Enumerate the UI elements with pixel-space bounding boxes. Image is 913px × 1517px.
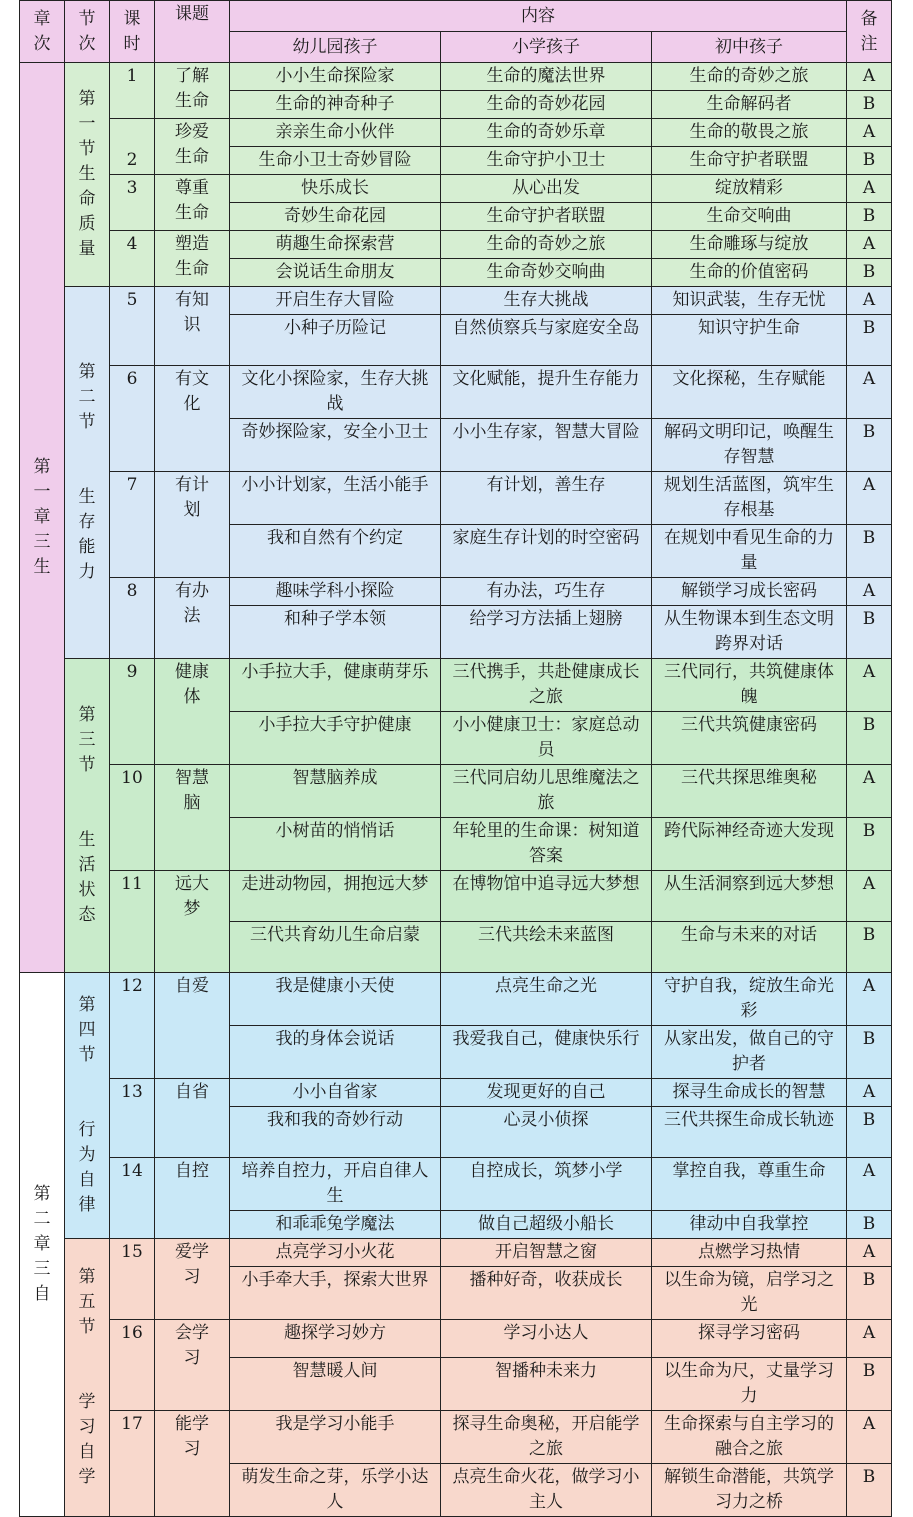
kindergarten-cell: 我是学习小能手 (230, 1411, 441, 1464)
kindergarten-cell: 奇妙生命花园 (230, 203, 441, 231)
note-cell: A (847, 1239, 892, 1267)
header-primary: 小学孩子 (441, 32, 652, 63)
primary-cell: 开启智慧之窗 (441, 1239, 652, 1267)
topic-label: 能学习 (175, 1414, 209, 1459)
junior-cell: 点燃学习热情 (652, 1239, 847, 1267)
vertical-label-part: 学习自学 (78, 1392, 96, 1487)
primary-cell: 点亮生命火花，做学习小主人 (441, 1464, 652, 1517)
lesson-number-cell (110, 578, 155, 659)
primary-cell: 生存大挑战 (441, 287, 652, 315)
topic-label: 智慧脑 (175, 768, 209, 813)
primary-cell: 探寻生命奥秘，开启能学之旅 (441, 1411, 652, 1464)
junior-cell: 生命探索与自主学习的融合之旅 (652, 1411, 847, 1464)
junior-cell: 从家出发，做自己的守护者 (652, 1026, 847, 1079)
junior-cell: 三代共探生命成长轨迹 (652, 1107, 847, 1158)
table-row (20, 119, 892, 147)
note-cell: B (847, 1464, 892, 1517)
vertical-label-part: 生活状态 (78, 830, 96, 925)
junior-cell: 规划生活蓝图，筑牢生存根基 (652, 472, 847, 525)
primary-cell: 从心出发 (441, 175, 652, 203)
junior-cell: 以生命为镜，启学习之光 (652, 1267, 847, 1320)
section-cell (65, 63, 110, 287)
lesson-number: 9 (126, 662, 138, 682)
junior-cell: 知识守护生命 (652, 315, 847, 366)
lesson-number: 7 (126, 475, 138, 495)
topic-cell (155, 63, 230, 119)
primary-cell: 小小健康卫士：家庭总动员 (441, 712, 652, 765)
primary-cell: 心灵小侦探 (441, 1107, 652, 1158)
primary-cell: 给学习方法插上翅膀 (441, 606, 652, 659)
junior-cell: 生命的奇妙之旅 (652, 63, 847, 91)
junior-cell: 解锁学习成长密码 (652, 578, 847, 606)
primary-cell: 生命的魔法世界 (441, 63, 652, 91)
section-cell (65, 973, 110, 1239)
kindergarten-cell: 我是健康小天使 (230, 973, 441, 1026)
table-row (20, 659, 892, 712)
topic-cell (155, 578, 230, 659)
kindergarten-cell: 小小计划家，生活小能手 (230, 472, 441, 525)
junior-cell: 生命的价值密码 (652, 259, 847, 287)
junior-cell: 以生命为尺，丈量学习力 (652, 1358, 847, 1411)
note-cell: B (847, 419, 892, 472)
table-row (20, 1079, 892, 1107)
lesson-number: 5 (126, 290, 138, 310)
kindergarten-cell: 开启生存大冒险 (230, 287, 441, 315)
lesson-number-cell (110, 1411, 155, 1517)
note-cell: A (847, 1320, 892, 1358)
lesson-number-cell (110, 1239, 155, 1320)
primary-cell: 发现更好的自己 (441, 1079, 652, 1107)
vertical-label-part: 行为自律 (78, 1120, 96, 1215)
note-cell: A (847, 175, 892, 203)
note-cell: A (847, 871, 892, 922)
note-cell: B (847, 712, 892, 765)
lesson-number: 13 (121, 1082, 143, 1102)
primary-cell: 播种好奇，收获成长 (441, 1267, 652, 1320)
topic-cell (155, 973, 230, 1079)
primary-cell: 三代携手，共赴健康成长之旅 (441, 659, 652, 712)
header-content: 内容 (230, 1, 847, 32)
note-cell: B (847, 203, 892, 231)
note-cell: B (847, 922, 892, 973)
primary-cell: 学习小达人 (441, 1320, 652, 1358)
curriculum-table (19, 0, 892, 1517)
lesson-number-cell (110, 871, 155, 973)
note-cell: B (847, 1267, 892, 1320)
primary-cell: 自控成长，筑梦小学 (441, 1158, 652, 1211)
primary-cell: 生命的奇妙之旅 (441, 231, 652, 259)
note-cell: A (847, 1079, 892, 1107)
note-cell: B (847, 1211, 892, 1239)
vertical-label-part: 生存能力 (78, 487, 96, 582)
vertical-label-part: 第一节 (78, 89, 96, 159)
note-cell: A (847, 119, 892, 147)
topic-label: 有知识 (175, 290, 209, 335)
note-cell: B (847, 259, 892, 287)
topic-cell (155, 1079, 230, 1158)
lesson-number-cell (110, 1079, 155, 1158)
junior-cell: 三代同行，共筑健康体魄 (652, 659, 847, 712)
topic-label: 远大梦 (175, 874, 209, 919)
kindergarten-cell: 智慧暖人间 (230, 1358, 441, 1411)
vertical-label-part: 生命质量 (78, 164, 96, 259)
lesson-number: 8 (126, 581, 138, 601)
vertical-label-part: 第二章 (33, 1184, 51, 1254)
lesson-number-cell (110, 765, 155, 871)
note-cell: B (847, 818, 892, 871)
lesson-number: 6 (126, 369, 138, 389)
lesson-number-cell (110, 287, 155, 366)
table-body (20, 63, 892, 1517)
junior-cell: 探寻生命成长的智慧 (652, 1079, 847, 1107)
note-cell: B (847, 525, 892, 578)
kindergarten-cell: 小种子历险记 (230, 315, 441, 366)
note-cell: A (847, 366, 892, 419)
primary-cell: 有计划，善生存 (441, 472, 652, 525)
topic-cell (155, 1320, 230, 1411)
primary-cell: 做自己超级小船长 (441, 1211, 652, 1239)
note-cell: B (847, 91, 892, 119)
topic-label: 爱学习 (175, 1242, 209, 1287)
primary-cell: 点亮生命之光 (441, 973, 652, 1026)
lesson-number: 17 (121, 1414, 143, 1434)
note-cell: A (847, 1411, 892, 1464)
vertical-label-part: 第一章 (33, 457, 51, 527)
table-row (20, 175, 892, 203)
table-row (20, 63, 892, 91)
kindergarten-cell: 快乐成长 (230, 175, 441, 203)
lesson-number-cell (110, 659, 155, 765)
table-row (20, 871, 892, 922)
note-cell: B (847, 1358, 892, 1411)
topic-cell (155, 659, 230, 765)
note-cell: B (847, 147, 892, 175)
topic-label: 有文化 (175, 369, 209, 414)
topic-label: 自控 (175, 1161, 209, 1181)
lesson-number-cell (110, 1158, 155, 1239)
header-section: 节次 (65, 1, 110, 63)
note-cell: A (847, 231, 892, 259)
lesson-number: 12 (121, 976, 143, 996)
kindergarten-cell: 小树苗的悄悄话 (230, 818, 441, 871)
primary-cell: 生命的奇妙乐章 (441, 119, 652, 147)
kindergarten-cell: 会说话生命朋友 (230, 259, 441, 287)
note-cell: A (847, 63, 892, 91)
junior-cell: 生命与未来的对话 (652, 922, 847, 973)
junior-cell: 生命解码者 (652, 91, 847, 119)
junior-cell: 生命的敬畏之旅 (652, 119, 847, 147)
topic-cell (155, 231, 230, 287)
topic-cell (155, 1239, 230, 1320)
topic-label: 塑造生命 (175, 234, 209, 279)
header-junior: 初中孩子 (652, 32, 847, 63)
vertical-label-part: 第五节 (78, 1267, 96, 1337)
table-row (20, 287, 892, 315)
chapter-cell (20, 973, 65, 1517)
junior-cell: 生命雕琢与绽放 (652, 231, 847, 259)
table-row (20, 1239, 892, 1267)
chapter-cell (20, 63, 65, 973)
junior-cell: 从生活洞察到远大梦想 (652, 871, 847, 922)
note-cell: A (847, 1158, 892, 1211)
lesson-number: 1 (126, 66, 138, 86)
topic-label: 自爱 (175, 976, 209, 996)
vertical-label-part: 第二节 (78, 362, 96, 432)
junior-cell: 从生物课本到生态文明跨界对话 (652, 606, 847, 659)
primary-cell: 在博物馆中追寻远大梦想 (441, 871, 652, 922)
kindergarten-cell: 三代共育幼儿生命启蒙 (230, 922, 441, 973)
junior-cell: 律动中自我掌控 (652, 1211, 847, 1239)
topic-label: 健康体 (175, 662, 209, 707)
junior-cell: 生命守护者联盟 (652, 147, 847, 175)
primary-cell: 年轮里的生命课：树知道答案 (441, 818, 652, 871)
lesson-number: 3 (126, 178, 138, 198)
kindergarten-cell: 萌发生命之芽，乐学小达人 (230, 1464, 441, 1517)
vertical-label-part: 三生 (33, 532, 51, 577)
lesson-number-cell (110, 119, 155, 175)
junior-cell: 掌控自我，尊重生命 (652, 1158, 847, 1211)
kindergarten-cell: 点亮学习小火花 (230, 1239, 441, 1267)
kindergarten-cell: 我和自然有个约定 (230, 525, 441, 578)
primary-cell: 小小生存家，智慧大冒险 (441, 419, 652, 472)
lesson-number-cell (110, 231, 155, 287)
junior-cell: 文化探秘，生存赋能 (652, 366, 847, 419)
primary-cell: 自然侦察兵与家庭安全岛 (441, 315, 652, 366)
lesson-number: 4 (126, 234, 138, 254)
header-note: 备注 (847, 1, 892, 63)
kindergarten-cell: 生命小卫士奇妙冒险 (230, 147, 441, 175)
kindergarten-cell: 文化小探险家，生存大挑战 (230, 366, 441, 419)
junior-cell: 知识武装，生存无忧 (652, 287, 847, 315)
kindergarten-cell: 我的身体会说话 (230, 1026, 441, 1079)
junior-cell: 解码文明印记，唤醒生存智慧 (652, 419, 847, 472)
kindergarten-cell: 走进动物园，拥抱远大梦 (230, 871, 441, 922)
header-lesson-number: 课时 (110, 1, 155, 63)
primary-cell: 家庭生存计划的时空密码 (441, 525, 652, 578)
kindergarten-cell: 和种子学本领 (230, 606, 441, 659)
primary-cell: 生命的奇妙花园 (441, 91, 652, 119)
note-cell: A (847, 472, 892, 525)
note-cell: B (847, 1026, 892, 1079)
kindergarten-cell: 我和我的奇妙行动 (230, 1107, 441, 1158)
topic-label: 会学习 (175, 1323, 209, 1368)
table-row (20, 765, 892, 818)
note-cell: A (847, 765, 892, 818)
table-row (20, 472, 892, 525)
primary-cell: 生命守护者联盟 (441, 203, 652, 231)
kindergarten-cell: 智慧脑养成 (230, 765, 441, 818)
note-cell: B (847, 606, 892, 659)
junior-cell: 在规划中看见生命的力量 (652, 525, 847, 578)
lesson-number: 15 (121, 1242, 143, 1262)
topic-label: 有办法 (175, 581, 209, 626)
note-cell: A (847, 973, 892, 1026)
section-cell (65, 1239, 110, 1517)
lesson-number-cell (110, 1320, 155, 1411)
primary-cell: 三代同启幼儿思维魔法之旅 (441, 765, 652, 818)
topic-cell (155, 175, 230, 231)
lesson-number: 14 (121, 1161, 143, 1181)
lesson-number: 2 (126, 150, 138, 170)
table-row (20, 1158, 892, 1211)
primary-cell: 生命奇妙交响曲 (441, 259, 652, 287)
topic-cell (155, 1158, 230, 1239)
kindergarten-cell: 小手拉大手守护健康 (230, 712, 441, 765)
topic-cell (155, 472, 230, 578)
junior-cell: 三代共筑健康密码 (652, 712, 847, 765)
topic-label: 尊重生命 (175, 178, 209, 223)
spacer (65, 1068, 109, 1093)
lesson-number-cell (110, 366, 155, 472)
topic-label: 有计划 (175, 475, 209, 520)
table-row (20, 366, 892, 419)
spacer (65, 435, 109, 460)
kindergarten-cell: 生命的神奇种子 (230, 91, 441, 119)
note-cell: B (847, 1107, 892, 1158)
kindergarten-cell: 奇妙探险家，安全小卫士 (230, 419, 441, 472)
junior-cell: 守护自我，绽放生命光彩 (652, 973, 847, 1026)
topic-cell (155, 871, 230, 973)
table-row (20, 973, 892, 1026)
kindergarten-cell: 小小生命探险家 (230, 63, 441, 91)
table-row (20, 231, 892, 259)
vertical-label-part: 第三节 (78, 705, 96, 775)
topic-cell (155, 119, 230, 175)
header-kindergarten: 幼儿园孩子 (230, 32, 441, 63)
lesson-number: 10 (121, 768, 143, 788)
lesson-number-cell (110, 175, 155, 231)
table-row (20, 1411, 892, 1464)
junior-cell: 绽放精彩 (652, 175, 847, 203)
note-cell: B (847, 315, 892, 366)
kindergarten-cell: 亲亲生命小伙伴 (230, 119, 441, 147)
junior-cell: 三代共探思维奥秘 (652, 765, 847, 818)
topic-cell (155, 1411, 230, 1517)
kindergarten-cell: 小手牵大手，探索大世界 (230, 1267, 441, 1320)
vertical-label-part: 第四节 (78, 995, 96, 1065)
spacer (65, 1340, 109, 1365)
lesson-number-cell (110, 63, 155, 119)
topic-label: 自省 (175, 1082, 209, 1102)
table-row (20, 578, 892, 606)
vertical-label-part: 三自 (33, 1259, 51, 1304)
kindergarten-cell: 小手拉大手，健康萌芽乐 (230, 659, 441, 712)
lesson-number: 16 (121, 1323, 143, 1343)
junior-cell: 解锁生命潜能，共筑学习力之桥 (652, 1464, 847, 1517)
primary-cell: 生命守护小卫士 (441, 147, 652, 175)
topic-cell (155, 287, 230, 366)
spacer (65, 778, 109, 803)
primary-cell: 有办法，巧生存 (441, 578, 652, 606)
junior-cell: 生命交响曲 (652, 203, 847, 231)
kindergarten-cell: 趣探学习妙方 (230, 1320, 441, 1358)
table-row (20, 1320, 892, 1358)
primary-cell: 文化赋能，提升生存能力 (441, 366, 652, 419)
primary-cell: 我爱我自己，健康快乐行 (441, 1026, 652, 1079)
note-cell: A (847, 287, 892, 315)
junior-cell: 探寻学习密码 (652, 1320, 847, 1358)
kindergarten-cell: 和乖乖兔学魔法 (230, 1211, 441, 1239)
topic-cell (155, 765, 230, 871)
topic-cell (155, 366, 230, 472)
primary-cell: 三代共绘未来蓝图 (441, 922, 652, 973)
header-topic: 课题 (155, 1, 230, 63)
note-cell: A (847, 659, 892, 712)
section-cell (65, 287, 110, 659)
lesson-number-cell (110, 973, 155, 1079)
topic-label: 了解生命 (175, 66, 209, 111)
junior-cell: 跨代际神经奇迹大发现 (652, 818, 847, 871)
primary-cell: 智播种未来力 (441, 1358, 652, 1411)
lesson-number-cell (110, 472, 155, 578)
section-cell (65, 659, 110, 973)
note-cell: A (847, 578, 892, 606)
topic-label: 珍爱生命 (175, 122, 209, 167)
kindergarten-cell: 萌趣生命探索营 (230, 231, 441, 259)
lesson-number: 11 (121, 874, 143, 894)
kindergarten-cell: 趣味学科小探险 (230, 578, 441, 606)
kindergarten-cell: 小小自省家 (230, 1079, 441, 1107)
header-chapter: 章次 (20, 1, 65, 63)
kindergarten-cell: 培养自控力，开启自律人生 (230, 1158, 441, 1211)
